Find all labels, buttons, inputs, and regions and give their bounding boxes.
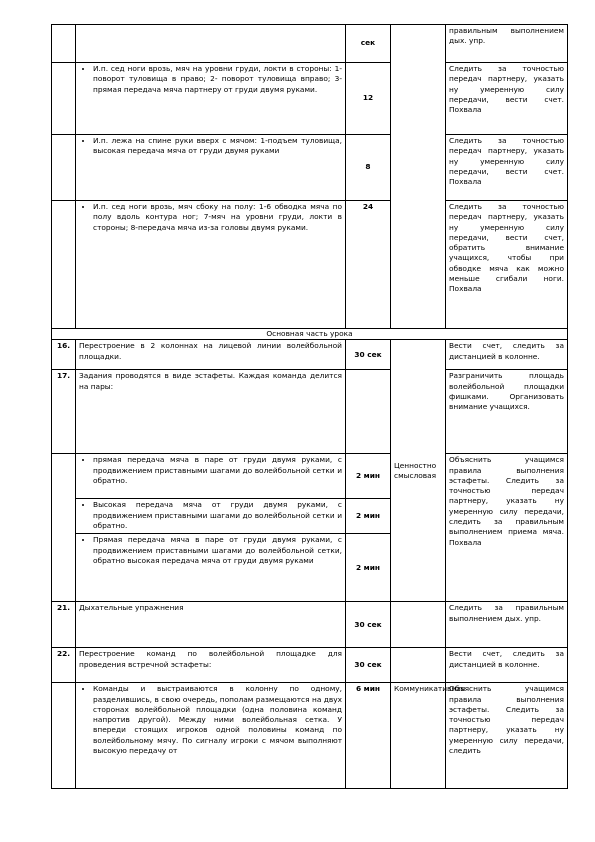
guidance-cell: Следить за точностью передач партнеру, указать ну умеренную силу передачи, вести счет, обратить внимание учащихся, чтобы при обводке мяча как можно меньше сгибали ноги. Похвала (446, 201, 568, 329)
guidance-cell: Объяснить учащимся правила выполнения эстафеты. Следить за точностью передач партнеру, указать ну умеренную силу передачи, следить (446, 683, 568, 789)
lesson-plan-table (51, 24, 568, 789)
exercise-cell (76, 454, 346, 499)
row-number-cell: 22. (52, 648, 76, 683)
row-number-cell (52, 683, 76, 789)
method-cell (391, 602, 446, 648)
list-item: • Прямая передача мяча в паре от груди двумя руками, с продвижением приставными шагами до волейбольной сетки, обратно высокая передача мяча от груди двумя руками (93, 535, 342, 566)
list-item: • Высокая передача мяча от груди двумя руками, с продвижением приставными шагами до волейбольной сетки и обратно. (93, 500, 342, 531)
table-row (52, 25, 568, 63)
dosage-cell: 24 (346, 201, 391, 329)
dosage-cell: 12 (346, 63, 391, 135)
dosage-cell: 8 (346, 135, 391, 201)
dosage-cell: 2 мин (346, 534, 391, 602)
section-row (52, 329, 568, 340)
guidance-cell: Следить за точностью передач партнеру, указать ну умеренную силу передачи, вести счет. Похвала (446, 63, 568, 135)
row-number-cell (52, 454, 76, 602)
method-cell (391, 25, 446, 329)
exercise-cell (76, 534, 346, 602)
table-row (52, 370, 568, 454)
guidance-cell: Следить за точностью передач партнеру, указать ну умеренную силу передачи, вести счет. Похвала (446, 135, 568, 201)
guidance-cell: правильным выполнением дых. упр. (446, 25, 568, 63)
guidance-cell: Следить за правильным выполнением дых. упр. (446, 602, 568, 648)
table-row (52, 454, 568, 499)
exercise-cell (76, 201, 346, 329)
table-row (52, 602, 568, 648)
guidance-cell: Объяснить учащимся правила выполнения эстафеты. Следить за точностью передач партнеру, указать ну умеренную силу передачи, следить за правильным выполнением приема мяча. Похвала (446, 454, 568, 602)
exercise-cell (76, 499, 346, 534)
exercise-cell: Задания проводятся в виде эстафеты. Каждая команда делится на пары: (76, 370, 346, 454)
dosage-cell: 30 сек (346, 340, 391, 370)
dosage-cell: 2 мин (346, 499, 391, 534)
section-heading: Основная часть урока (52, 329, 568, 340)
dosage-cell: сек (346, 25, 391, 63)
dosage-cell: 30 сек (346, 602, 391, 648)
exercise-cell (76, 683, 346, 789)
dosage-cell (346, 370, 391, 454)
row-number-cell: 16. (52, 340, 76, 370)
exercise-cell (76, 25, 346, 63)
guidance-cell: Вести счет, следить за дистанцией в колонне. (446, 648, 568, 683)
dosage-cell: 6 мин (346, 683, 391, 789)
guidance-cell: Разграничить площадь волейбольной площадки фишками. Организовать внимание учащихся. (446, 370, 568, 454)
row-number-cell (52, 63, 76, 135)
row-number-cell: 17. (52, 370, 76, 454)
list-item: • И.п. лежа на спине руки вверх с мячом: 1-подъем туловища, высокая передача мяча от груди двумя руками (93, 136, 342, 157)
table-row (52, 683, 568, 789)
row-number-cell (52, 135, 76, 201)
exercise-cell: Дыхательные упражнения (76, 602, 346, 648)
lesson-plan-table-page (51, 24, 567, 789)
table-row (52, 340, 568, 370)
guidance-cell: Вести счет, следить за дистанцией в колонне. (446, 340, 568, 370)
list-item: • И.п. сед ноги врозь, мяч на уровни груди, локти в стороны: 1-поворот туловища в право; 2- поворот туловища вправо; 3-прямая передача мяча партнеру от груди двумя руками. (93, 64, 342, 95)
row-number-cell (52, 25, 76, 63)
list-item: • Команды и выстраиваются в колонну по одному, разделившись, в свою очередь, пополам размещаются на двух сторонах волейбольной площадки (одна половина команд напротив другой). Между ними волейбольная сетка. У впереди стоящих игроков одной половины команд по волейбольному мячу. По сигналу игроки с мячом выполняют высокую передачу от (93, 684, 342, 756)
method-cell: Коммуникативная (391, 683, 446, 789)
method-cell (391, 648, 446, 683)
exercise-cell: Перестроение в 2 колоннах на лицевой линии волейбольной площадки. (76, 340, 346, 370)
dosage-cell: 30 сек (346, 648, 391, 683)
table-row (52, 63, 568, 135)
table-row (52, 135, 568, 201)
dosage-cell: 2 мин (346, 454, 391, 499)
exercise-cell: Перестроение команд по волейбольной площадке для проведения встречной эстафеты: (76, 648, 346, 683)
exercise-cell (76, 135, 346, 201)
method-cell: Ценностно смысловая (391, 340, 446, 602)
exercise-cell (76, 63, 346, 135)
table-row (52, 648, 568, 683)
row-number-cell (52, 201, 76, 329)
row-number-cell: 21. (52, 602, 76, 648)
table-row (52, 201, 568, 329)
list-item: • прямая передача мяча в паре от груди двумя руками, с продвижением приставными шагами до волейбольной сетки и обратно. (93, 455, 342, 486)
list-item: • И.п. сед ноги врозь, мяч сбоку на полу: 1-6 обводка мяча по полу вдоль контура ног; 7-мяч на уровни груди, локти в стороны; 8-передача мяча из-за головы двумя руками. (93, 202, 342, 233)
